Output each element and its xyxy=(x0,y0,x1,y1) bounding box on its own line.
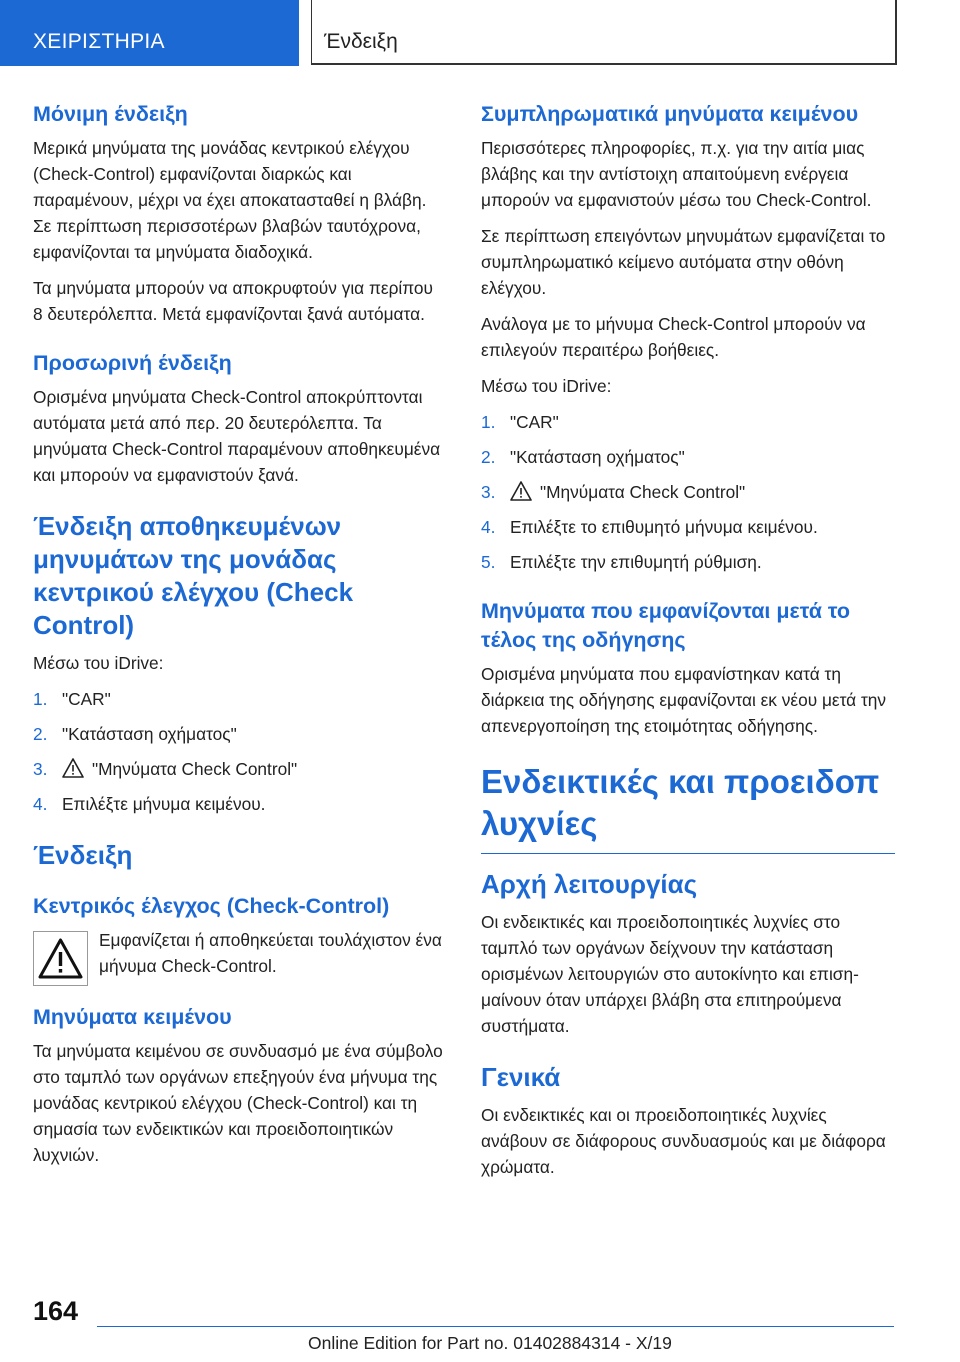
heading-display: Ένδειξη xyxy=(33,840,133,870)
page-number: 164 xyxy=(33,1296,79,1326)
paragraph: Τα μηνύματα κειμένου σε συνδυασμό με ένα σύμβολο στο ταμπλό των οργάνων επεξηγούν ένα μήνυμα της μονάδας κεντρικού ελέγχου (Check-Control) και τη σημασία των ενδεικτικών και προειδοποιητικών λυχνιών. xyxy=(33,1041,443,1165)
heading-permanent-display: Μόνιμη ένδειξη xyxy=(33,102,188,126)
heading-check-control: Κεντρικός έλεγχος (Check-Control) xyxy=(33,894,390,918)
list-item: 3. "Μηνύματα Check Control" xyxy=(33,759,298,779)
heading-temporary-display: Προσωρινή ένδειξη xyxy=(33,351,232,375)
list-item: 3. "Μηνύματα Check Control" xyxy=(481,482,746,502)
paragraph: Ανάλογα με το μήνυμα Check-Control μπορούν να επιλεγούν περαιτέρω βοήθειες. xyxy=(481,314,866,360)
list-item: 1. "CAR" xyxy=(33,689,111,709)
section-divider xyxy=(481,853,895,854)
left-column xyxy=(33,100,447,1178)
paragraph: Μέσω του iDrive: xyxy=(33,653,164,673)
paragraph: Οι ενδεικτικές και οι προειδοποιητικές λυχνίες ανάβουν σε διάφορους συνδυασμούς και με διάφορα χρώματα. xyxy=(481,1105,886,1177)
list-item: 4. Επιλέξτε το επιθυμητό μήνυμα κειμένου. xyxy=(481,517,818,537)
header-chapter-box xyxy=(311,0,897,65)
list-item: 4. Επιλέξτε μήνυμα κειμένου. xyxy=(33,794,266,814)
list-item: 1. "CAR" xyxy=(481,412,559,432)
paragraph: Ορισμένα μηνύματα που εμφανίστηκαν κατά τη διάρκεια της οδήγησης εμφανίζονται εκ νέου μετά την απενεργοποίηση της ετοιμότητας οδήγησης. xyxy=(481,664,887,736)
paragraph: Οι ενδεικτικές και προειδοποιητικές λυχνίες στο ταμπλό των οργάνων δείχνουν την κατάσταση ορισμένων λειτουργιών στο αυτοκίνητο και επισημαίνουν όταν υπάρχει βλάβη στα επιτηρούμενα συστήματα. xyxy=(481,912,859,1036)
warning-icon-frame xyxy=(33,931,88,986)
list-item: 2. "Κατάσταση οχήματος" xyxy=(481,447,685,467)
header-chapter-label: Ένδειξη xyxy=(324,30,398,53)
paragraph: Ορισμένα μηνύματα Check-Control αποκρύπτονται αυτόματα μετά από περ. 20 δευτερόλεπτα. Τα μηνύματα Check-Control παραμένουν αποθηκευμένα και μπορούν να εμφανιστούν ξανά. xyxy=(33,387,441,485)
heading-indicator-lights: Ενδεικτικές και προειδοπ λυχνίες xyxy=(481,763,880,842)
right-column xyxy=(481,100,895,1190)
heading-general: Γενικά xyxy=(481,1062,561,1092)
warning-triangle-icon xyxy=(62,758,84,778)
paragraph: Περισσότερες πληροφορίες, π.χ. για την αιτία μιας βλάβης και την αντίστοιχη απαιτούμενη ενέργεια μπορούν να εμφανιστούν μέσω του Check-Control. xyxy=(481,138,872,210)
heading-supplementary-text: Συμπληρωματικά μηνύματα κειμένου xyxy=(481,102,859,126)
warning-note xyxy=(33,927,447,985)
warning-triangle-icon xyxy=(510,481,532,501)
steps-list xyxy=(33,686,447,817)
list-item: 2. "Κατάσταση οχήματος" xyxy=(33,724,237,744)
heading-principle: Αρχή λειτουργίας xyxy=(481,869,698,899)
heading-after-driving: Μηνύματα που εμφανίζονται μετά το τέλος της οδήγησης xyxy=(481,599,851,652)
steps-list xyxy=(481,409,895,575)
warning-triangle-icon xyxy=(34,932,87,985)
list-item: 5. Επιλέξτε την επιθυμητή ρύθμιση. xyxy=(481,552,762,572)
footer-edition: Online Edition for Part no. 01402884314 - X/19 xyxy=(308,1333,672,1353)
paragraph: Σε περίπτωση επειγόντων μηνυμάτων εμφανίζεται το συμπληρωματικό κείμενο αυτόματα στην οθόνη ελέγχου. xyxy=(481,226,886,298)
heading-text-messages: Μηνύματα κειμένου xyxy=(33,1005,232,1029)
header-section-tab xyxy=(0,0,299,66)
warning-text: Εμφανίζεται ή αποθηκεύεται τουλάχιστον ένα μήνυμα Check-Control. xyxy=(99,930,442,976)
paragraph: Μέσω του iDrive: xyxy=(481,376,612,396)
heading-stored-messages: Ένδειξη αποθηκευμένων μηνυμάτων της μονάδας κεντρικού ελέγχου (Check Control) xyxy=(33,511,354,640)
paragraph: Μερικά μηνύματα της μονάδας κεντρικού ελέγχου (Check-Control) εμφανίζονται διαρκώς και παραμένουν, μέχρι να έχει αποκατασταθεί η βλάβη. Σε περίπτωση περισσοτέρων βλαβών ταυτόχρονα, εμφανίζονται τα μηνύματα διαδοχικά. xyxy=(33,138,427,262)
paragraph: Τα μηνύματα μπορούν να αποκρυφτούν για περίπου 8 δευτερόλεπτα. Μετά εμφανίζονται ξανά αυτόματα. xyxy=(33,278,433,324)
footer-divider xyxy=(97,1326,894,1327)
header-section-label: ΧΕΙΡΙΣΤΗΡΙΑ xyxy=(33,30,165,53)
